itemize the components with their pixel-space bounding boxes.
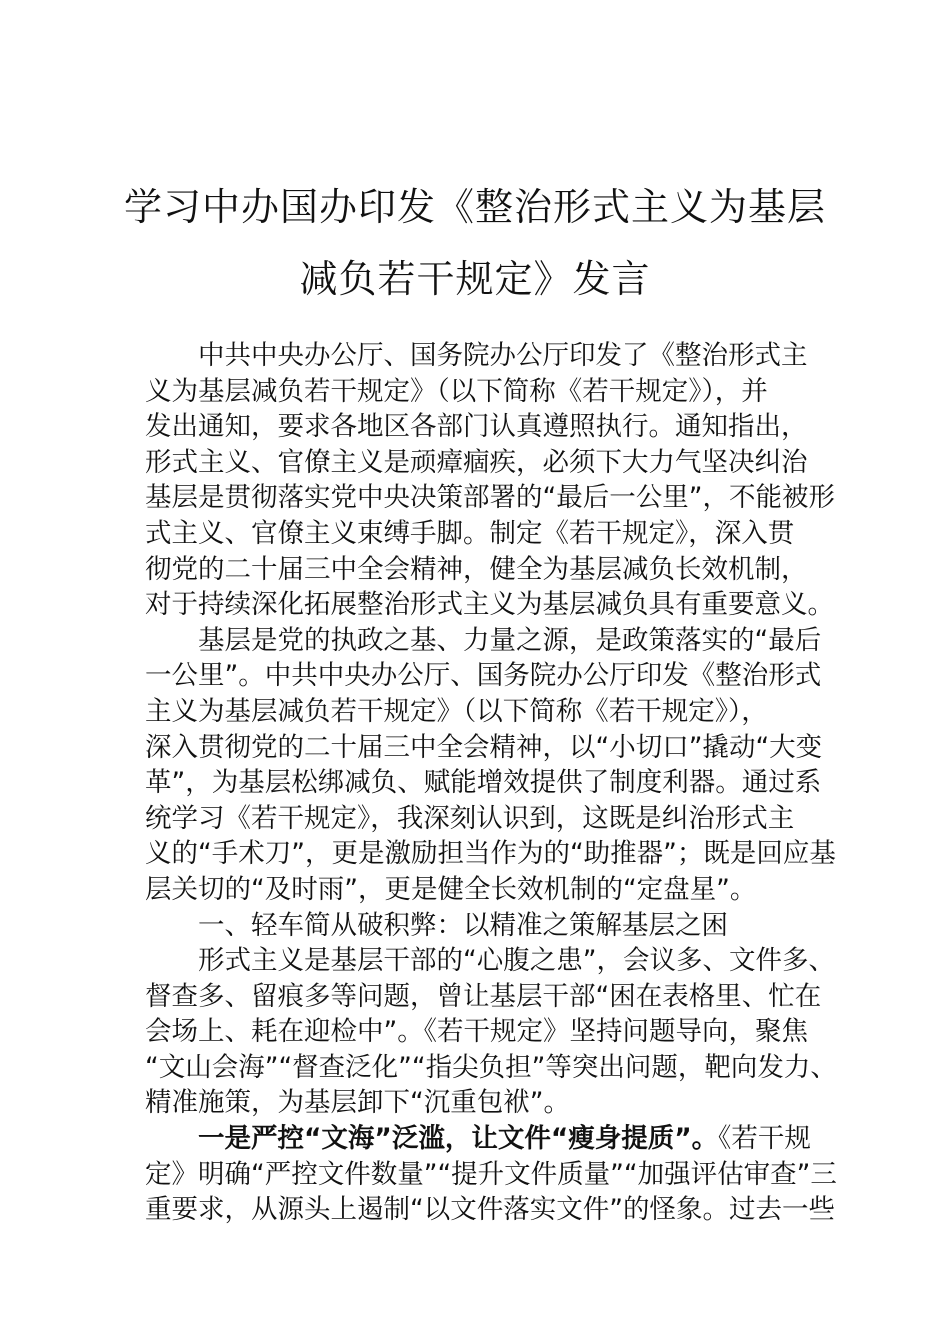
body-line: 对于持续深化拓展整治形式主义为基层减负具有重要意义。 bbox=[145, 589, 834, 621]
body-line: 形式主义、官僚主义是顽瘴痼疾，必须下大力气坚决纠治 bbox=[145, 446, 808, 478]
body-line: 层关切的“及时雨”，更是健全长效机制的“定盘星”。 bbox=[145, 873, 757, 905]
document-body bbox=[145, 338, 837, 1228]
body-line-mixed bbox=[145, 1121, 813, 1157]
document-title-line-2: 减负若干规定》发言 bbox=[299, 257, 651, 301]
body-line: 发出通知，要求各地区各部门认真遵照执行。通知指出， bbox=[145, 411, 808, 443]
body-line: 会场上、耗在迎检中”。《若干规定》坚持问题导向，聚焦 bbox=[145, 1016, 808, 1048]
body-line: 基层是党的执政之基、力量之源，是政策落实的“最后 bbox=[198, 624, 822, 656]
body-line: 一公里”。中共中央办公厅、国务院办公厅印发《整治形式 bbox=[145, 660, 822, 692]
bold-lead-phrase: 一是严控“文海”泛滥，让文件“瘦身提质”。 bbox=[198, 1123, 719, 1155]
document-title-line-1: 学习中办国办印发《整治形式主义为基层 bbox=[123, 185, 826, 229]
body-line: 督查多、留痕多等问题，曾让基层干部“困在表格里、忙在 bbox=[145, 980, 822, 1012]
body-line: 统学习《若干规定》，我深刻认识到，这既是纠治形式主 bbox=[145, 802, 795, 834]
body-line: 形式主义是基层干部的“心腹之患”，会议多、文件多、 bbox=[198, 945, 835, 977]
body-line: 式主义、官僚主义束缚手脚。制定《若干规定》，深入贯 bbox=[145, 517, 795, 549]
body-line: 重要求，从源头上遏制“以文件落实文件”的怪象。过去一些 bbox=[145, 1194, 835, 1226]
body-line: 主义为基层减负若干规定》（以下简称《若干规定》）， bbox=[145, 695, 768, 727]
body-line: “文山会海”“督查泛化”“指尖负担”等突出问题，靶向发力、 bbox=[145, 1051, 837, 1083]
body-line: 革”，为基层松绑减负、赋能增效提供了制度利器。通过系 bbox=[145, 767, 822, 799]
body-line: 定》明确“严控文件数量”“提升文件质量”“加强评估审查”三 bbox=[145, 1158, 837, 1190]
body-line: 彻党的二十届三中全会精神，健全为基层减负长效机制， bbox=[145, 553, 808, 585]
body-line: 义的“手术刀”，更是激励担当作为的“助推器”；既是回应基 bbox=[145, 838, 836, 870]
body-line: 深入贯彻党的二十届三中全会精神，以“小切口”撬动“大变 bbox=[145, 731, 823, 763]
body-line: 精准施策，为基层卸下“沉重包袱”。 bbox=[145, 1087, 570, 1119]
body-line: 中共中央办公厅、国务院办公厅印发了《整治形式主 bbox=[198, 340, 808, 371]
body-line: 义为基层减负若干规定》（以下简称《若干规定》），并 bbox=[145, 375, 768, 407]
body-line-tail: 《若干规 bbox=[718, 1123, 811, 1155]
section-heading: 一、轻车简从破积弊：以精准之策解基层之困 bbox=[198, 909, 728, 941]
body-line: 基层是贯彻落实党中央决策部署的“最后一公里”，不能被形 bbox=[145, 482, 835, 514]
